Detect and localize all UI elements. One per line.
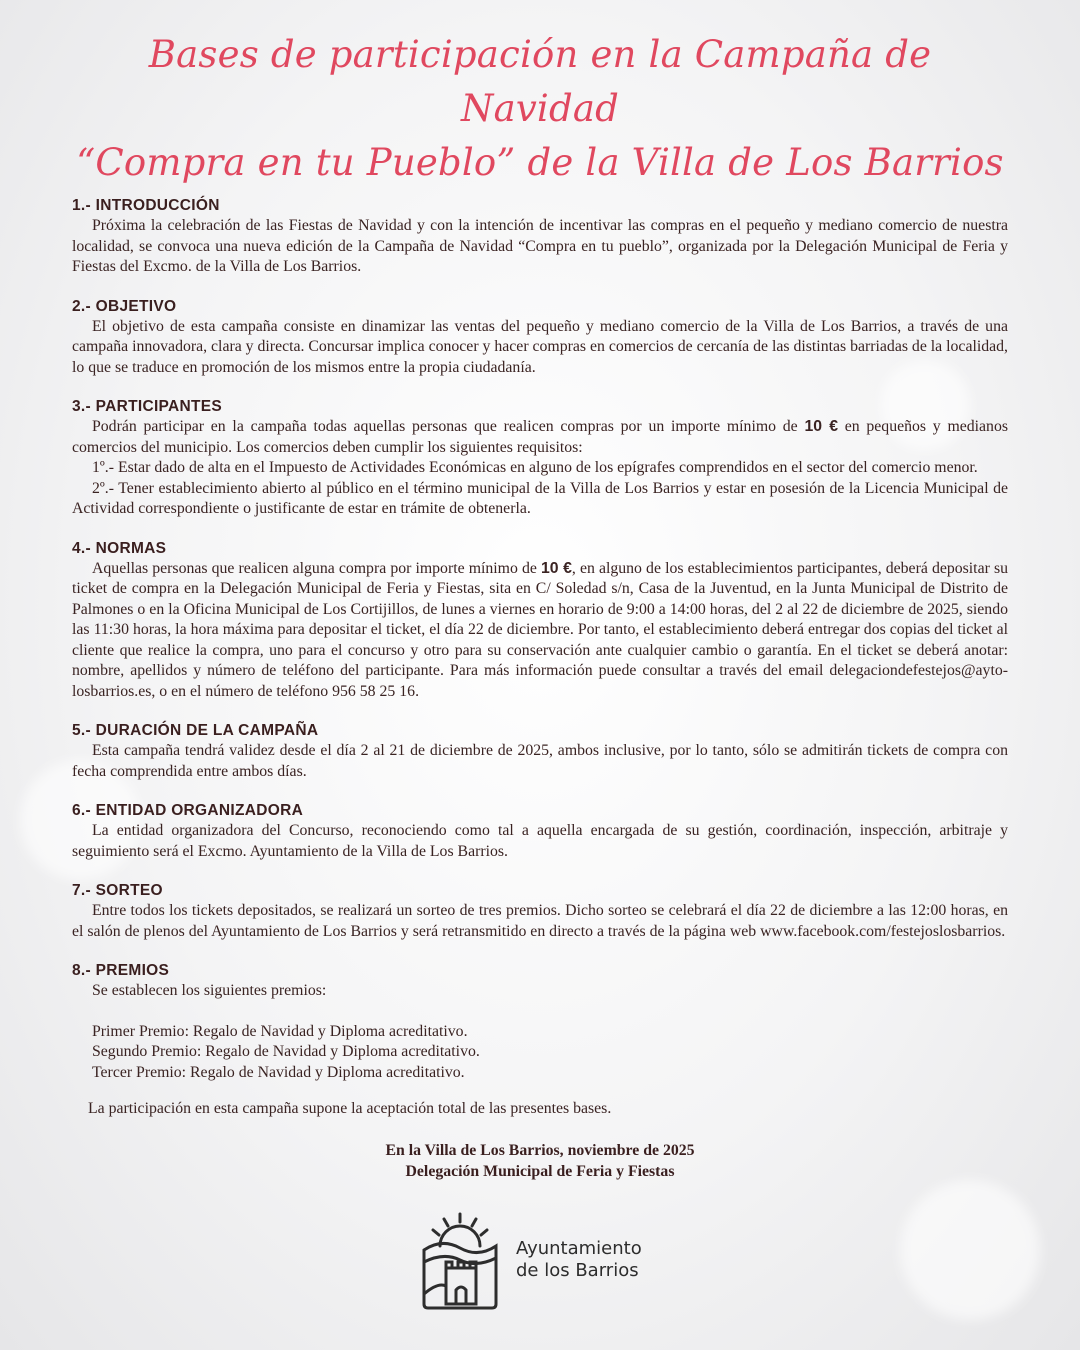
section-premios	[72, 961, 1008, 1120]
paragraph-text: Podrán participar en la campaña todas aquellas personas que realicen compras por un importe mínimo de	[92, 418, 805, 435]
signature-block	[72, 1140, 1008, 1182]
section-heading: 3.- PARTICIPANTES	[72, 398, 223, 415]
section-paragraph	[72, 417, 1008, 458]
section-paragraph: El objetivo de esta campaña consiste en dinamizar las ventas del pequeño y mediano comercio de la Villa de Los Barrios, a través de una campaña innovadora, clara y directa. Concursar implica conocer y hacer compras en comercios de cercanía de las distintas barriadas de la localidad, lo que se traduce en promoción de los mismos entre la propia ciudadanía.	[72, 317, 1008, 376]
prize-item: Primer Premio: Regalo de Navidad y Diploma acreditativo.	[92, 1022, 468, 1040]
section-heading: 7.- SORTEO	[72, 882, 163, 899]
paragraph-text: , en alguno de los establecimientos participantes, deberá depositar su ticket de compra en la Delegación Municipal de Feria y Fiestas, sita en C/ Soledad s/n, Casa de la Juventud, en la Junta Municipal de Distrito de Palmones o en la Oficina Municipal de Los Cortijillos, de lunes a viernes en horario de 9:00 a 14:00 horas, del 2 al 22 de diciembre de 2025, siendo las 11:30 horas, la hora máxima para depositar el ticket, el día 22 de diciembre. Por tanto, el establecimiento deberá entregar dos copias del ticket al cliente que realice la compra, uno para el concurso y otro para su conservación ante cualquier cambio o garantía. En el ticket se deberá anotar: nombre, apellidos y número de teléfono del participante. Para más información puede consultar a través del email delegaciondefestejos@ayto-losbarrios.es, o en el número de teléfono 956 58 25 16.	[72, 559, 1008, 700]
section-duracion	[72, 721, 1008, 782]
section-heading: 8.- PREMIOS	[72, 962, 170, 979]
section-introduccion	[72, 196, 1008, 278]
section-entidad-organizadora	[72, 801, 1008, 862]
prize-item: Tercer Premio: Regalo de Navidad y Diploma acreditativo.	[92, 1063, 465, 1081]
section-paragraph: Entre todos los tickets depositados, se realizará un sorteo de tres premios. Dicho sorteo se celebrará el día 22 de diciembre a las 12:00 horas, en el salón de plenos del Ayuntamiento de Los Barrios y será retransmitido en directo a través de la página web www.facebook.com/festejoslosbarrios.	[72, 902, 1008, 940]
document-title	[72, 28, 1008, 190]
section-participantes	[72, 397, 1008, 520]
logo-line-1: Ayuntamiento	[516, 1238, 642, 1259]
title-line-1: Bases de participación en la Campaña de Navidad	[148, 33, 932, 130]
prize-item: Segundo Premio: Regalo de Navidad y Diploma acreditativo.	[92, 1043, 480, 1060]
section-paragraph: Esta campaña tendrá validez desde el día 2 al 21 de diciembre de 2025, ambos inclusive, por lo tanto, sólo se admitirán tickets de compra con fecha comprendida entre ambos días.	[72, 742, 1008, 780]
logo-text	[516, 1238, 642, 1282]
paragraph-text: en pequeños y medianos comercios del municipio. Los comercios deben cumplir los siguientes requisitos:	[72, 418, 1008, 456]
ayuntamiento-logo	[420, 1210, 642, 1310]
bokeh-decoration	[900, 1180, 1040, 1320]
requirement-2: 2º.- Tener establecimiento abierto al público en el término municipal de la Villa de Los Barrios y estar en posesión de la Licencia Municipal de Actividad correspondiente o justificante de estar en trámite de obtenerla.	[72, 479, 1008, 517]
signature-department: Delegación Municipal de Feria y Fiestas	[405, 1162, 675, 1180]
section-heading: 1.- INTRODUCCIÓN	[72, 197, 220, 214]
town-hall-sun-tower-icon	[420, 1210, 500, 1310]
section-paragraph	[72, 559, 1008, 703]
requirement-1: 1º.- Estar dado de alta en el Impuesto de Actividades Económicas en alguno de los epígrafes comprendidos en el sector del comercio menor.	[92, 459, 978, 476]
section-objetivo	[72, 297, 1008, 379]
signature-place-date: En la Villa de Los Barrios, noviembre de 2025	[385, 1141, 695, 1159]
section-paragraph: La entidad organizadora del Concurso, reconociendo como tal a aquella encargada de su gestión, coordinación, inspección, arbitraje y seguimiento será el Excmo. Ayuntamiento de la Villa de Los Barrios.	[72, 822, 1008, 860]
section-paragraph: Próxima la celebración de las Fiestas de Navidad y con la intención de incentivar las compras en el pequeño y mediano comercio de nuestra localidad, se convoca una nueva edición de la Campaña de Navidad “Compra en tu pueblo”, organizada por la Delegación Municipal de Feria y Fiestas del Excmo. de la Villa de Los Barrios.	[72, 217, 1008, 275]
section-paragraph: Se establecen los siguientes premios:	[92, 982, 327, 999]
document-body	[72, 28, 1008, 1182]
minimum-amount: 10 €	[540, 559, 572, 577]
section-heading: 2.- OBJETIVO	[72, 297, 177, 315]
minimum-amount: 10 €	[804, 418, 838, 435]
closing-statement: La participación en esta campaña supone la aceptación total de las presentes bases.	[88, 1100, 612, 1117]
section-normas	[72, 539, 1008, 703]
section-heading: 6.- ENTIDAD ORGANIZADORA	[72, 802, 304, 819]
paragraph-text: Aquellas personas que realicen alguna compra por importe mínimo de	[92, 559, 541, 577]
title-line-2: “Compra en tu Pueblo” de la Villa de Los Barrios	[76, 141, 1004, 184]
logo-line-2: de los Barrios	[516, 1260, 639, 1281]
section-heading: 4.- NORMAS	[72, 539, 167, 557]
section-sorteo	[72, 881, 1008, 942]
section-heading: 5.- DURACIÓN DE LA CAMPAÑA	[72, 722, 319, 739]
